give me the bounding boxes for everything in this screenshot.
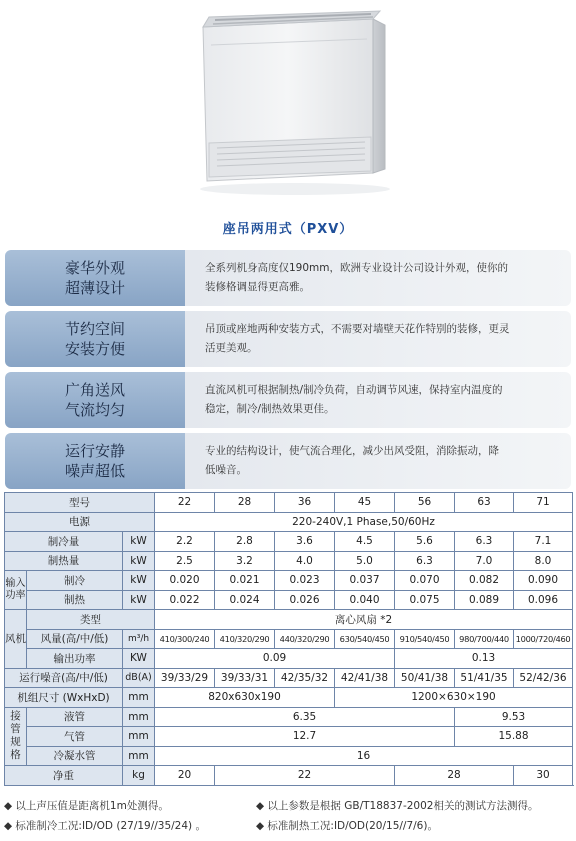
fan-label: 风机 <box>5 610 27 669</box>
input-power-label: 输入功率 <box>5 571 27 610</box>
table-cell: 6.3 <box>395 551 455 571</box>
table-cell: 0.021 <box>215 571 275 591</box>
feature-description-line: 装修格调显得更高雅。 <box>205 281 310 293</box>
unit-cell: m³/h <box>123 629 155 649</box>
feature-row <box>5 433 571 489</box>
size-label: 机组尺寸 (WxHxD) <box>5 688 123 708</box>
input-heat-label: 制热 <box>27 590 123 610</box>
table-cell: 0.023 <box>275 571 335 591</box>
table-cell: 离心风扇 *2 <box>155 610 573 630</box>
weight-label: 净重 <box>5 766 123 786</box>
table-cell: 0.070 <box>395 571 455 591</box>
table-cell: 3.2 <box>215 551 275 571</box>
table-cell: 4.5 <box>335 532 395 552</box>
product-caption: 座吊两用式（PXV） <box>222 222 354 237</box>
table-cell: 42/41/38 <box>335 668 395 688</box>
liquid-label: 液管 <box>27 707 123 727</box>
table-row <box>5 610 573 630</box>
table-cell: 0.020 <box>155 571 215 591</box>
table-cell: 42/35/32 <box>275 668 335 688</box>
feature-description <box>185 372 571 428</box>
table-cell: 0.024 <box>215 590 275 610</box>
table-cell: 980/700/440 <box>455 629 514 649</box>
unit-cell: KW <box>123 649 155 669</box>
table-cell: 2.2 <box>155 532 215 552</box>
table-row <box>5 493 573 513</box>
power-label: 电源 <box>5 512 155 532</box>
feature-title-line: 运行安静 <box>64 442 125 460</box>
output-label: 输出功率 <box>27 649 123 669</box>
table-cell: 1200×630×190 <box>335 688 573 708</box>
feature-title-line: 噪声超低 <box>64 462 125 480</box>
table-cell: 3.6 <box>275 532 335 552</box>
pipe-label-char: 规 <box>10 736 21 749</box>
table-cell: 0.075 <box>395 590 455 610</box>
table-cell: 45 <box>335 493 395 513</box>
table-cell: 56 <box>395 493 455 513</box>
table-cell: 4.0 <box>275 551 335 571</box>
table-cell: 6.3 <box>455 532 514 552</box>
table-row <box>5 551 573 571</box>
table-cell: 2.5 <box>155 551 215 571</box>
pipe-label <box>5 707 27 766</box>
table-cell: 0.037 <box>335 571 395 591</box>
table-row <box>5 766 573 786</box>
unit-cell: mm <box>123 746 155 766</box>
feature-description-line: 活更美观。 <box>205 342 258 354</box>
table-cell: 28 <box>395 766 514 786</box>
table-cell: 39/33/31 <box>215 668 275 688</box>
table-cell: 630/540/450 <box>335 629 395 649</box>
table-row <box>5 512 573 532</box>
drain-label: 冷凝水管 <box>27 746 123 766</box>
table-cell: 71 <box>514 493 573 513</box>
unit-cell: dB(A) <box>123 668 155 688</box>
feature-description-line: 吊顶或座地两种安装方式，不需要对墙壁天花作特别的装修，更灵 <box>205 323 510 335</box>
table-cell: 36 <box>275 493 335 513</box>
feature-title <box>5 311 185 367</box>
feature-description-line: 直流风机可根据制热/制冷负荷，自动调节风速，保持室内温度的 <box>205 384 503 396</box>
table-cell: 0.040 <box>335 590 395 610</box>
feature-title <box>5 433 185 489</box>
feature-title <box>5 250 185 306</box>
table-cell: 2.8 <box>215 532 275 552</box>
spec-table <box>4 492 573 786</box>
table-row <box>5 707 573 727</box>
table-cell: 12.7 <box>155 727 455 747</box>
unit-cell: kg <box>123 766 155 786</box>
feature-row <box>5 311 571 367</box>
table-cell: 5.0 <box>335 551 395 571</box>
table-cell: 39/33/29 <box>155 668 215 688</box>
feature-description-line: 稳定，制冷/制热效果更佳。 <box>205 403 335 415</box>
table-cell: 8.0 <box>514 551 573 571</box>
feature-description-line: 低噪音。 <box>205 464 247 476</box>
table-row <box>5 746 573 766</box>
table-cell: 410/300/240 <box>155 629 215 649</box>
feature-title-line: 超薄设计 <box>64 279 125 297</box>
pipe-label-char: 接 <box>10 710 21 723</box>
table-cell: 0.082 <box>455 571 514 591</box>
input-cool-label: 制冷 <box>27 571 123 591</box>
model-label: 型号 <box>5 493 155 513</box>
table-row <box>5 532 573 552</box>
feature-description <box>185 250 571 306</box>
note: ◆ 以上参数是根据 GB/T18837-2002相关的测试方法测得。 <box>256 800 539 812</box>
table-cell: 51/41/35 <box>455 668 514 688</box>
feature-description-line: 全系列机身高度仅190mm，欧洲专业设计公司设计外观，使你的 <box>205 262 508 274</box>
feature-title <box>5 372 185 428</box>
feature-row <box>5 372 571 428</box>
feature-description <box>185 311 571 367</box>
table-cell: 220-240V,1 Phase,50/60Hz <box>155 512 573 532</box>
unit-cell: mm <box>123 727 155 747</box>
feature-description-line: 专业的结构设计，使气流合理化，减少出风受阻，消除振动，降 <box>205 445 499 457</box>
unit-cell: mm <box>123 707 155 727</box>
table-cell: 910/540/450 <box>395 629 455 649</box>
note: ◆ 标准制冷工况:ID/OD (27/19//35/24) 。 <box>4 820 206 832</box>
table-cell: 0.096 <box>514 590 573 610</box>
table-cell: 52/42/36 <box>514 668 573 688</box>
table-cell: 410/320/290 <box>215 629 275 649</box>
table-cell: 22 <box>215 766 395 786</box>
table-cell: 5.6 <box>395 532 455 552</box>
table-row <box>5 590 573 610</box>
table-row <box>5 668 573 688</box>
table-cell: 16 <box>155 746 573 766</box>
airflow-label: 风量(高/中/低) <box>27 629 123 649</box>
table-cell: 0.026 <box>275 590 335 610</box>
unit-cell: kW <box>123 590 155 610</box>
table-row <box>5 629 573 649</box>
heating-label: 制热量 <box>5 551 123 571</box>
table-cell: 30 <box>514 766 573 786</box>
feature-title-line: 广角送风 <box>64 381 125 399</box>
table-row <box>5 688 573 708</box>
table-cell: 0.090 <box>514 571 573 591</box>
table-cell: 20 <box>155 766 215 786</box>
feature-title-line: 气流均匀 <box>64 401 125 419</box>
table-cell: 0.089 <box>455 590 514 610</box>
fan-type-label: 类型 <box>27 610 155 630</box>
unit-cell: mm <box>123 688 155 708</box>
gas-label: 气管 <box>27 727 123 747</box>
table-cell: 7.0 <box>455 551 514 571</box>
table-cell: 9.53 <box>455 707 573 727</box>
table-cell: 63 <box>455 493 514 513</box>
table-row <box>5 727 573 747</box>
table-cell: 22 <box>155 493 215 513</box>
feature-title-line: 安装方便 <box>64 340 125 358</box>
air-conditioner-image <box>185 5 395 200</box>
table-cell: 440/320/290 <box>275 629 335 649</box>
table-cell: 15.88 <box>455 727 573 747</box>
unit-cell: kW <box>123 551 155 571</box>
table-cell: 0.022 <box>155 590 215 610</box>
table-cell: 0.09 <box>155 649 395 669</box>
table-cell: 6.35 <box>155 707 455 727</box>
feature-title-line: 节约空间 <box>64 320 125 338</box>
table-cell: 0.13 <box>395 649 573 669</box>
table-cell: 50/41/38 <box>395 668 455 688</box>
feature-description <box>185 433 571 489</box>
table-row <box>5 649 573 669</box>
unit-cell: kW <box>123 571 155 591</box>
note: ◆ 以上声压值是距离机1m处测得。 <box>4 800 169 812</box>
cooling-label: 制冷量 <box>5 532 123 552</box>
pipe-label-char: 格 <box>10 749 21 762</box>
table-cell: 820x630x190 <box>155 688 335 708</box>
noise-label: 运行噪音(高/中/低) <box>5 668 123 688</box>
table-cell: 7.1 <box>514 532 573 552</box>
pipe-label-char: 管 <box>10 723 21 736</box>
table-row <box>5 571 573 591</box>
table-cell: 28 <box>215 493 275 513</box>
note: ◆ 标准制热工况:ID/OD(20/15//7/6)。 <box>256 820 438 832</box>
unit-cell: kW <box>123 532 155 552</box>
feature-title-line: 豪华外观 <box>64 259 125 277</box>
feature-row <box>5 250 571 306</box>
table-cell: 1000/720/460 <box>514 629 573 649</box>
